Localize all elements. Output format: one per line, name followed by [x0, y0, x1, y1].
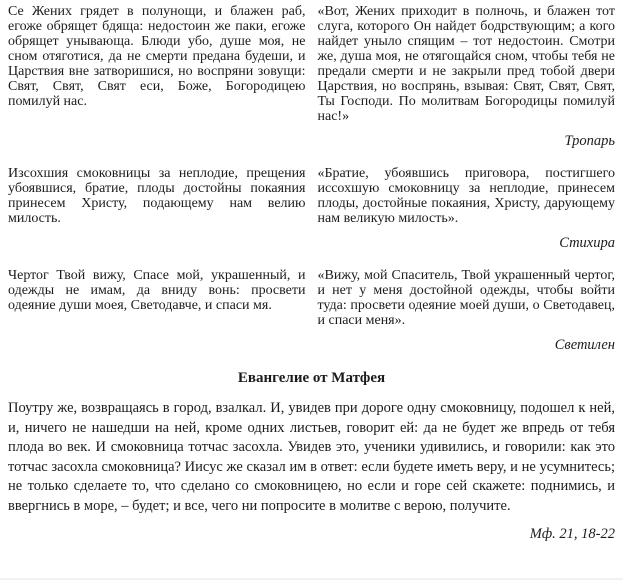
- label-svetilen: Светилен: [554, 337, 615, 353]
- label-sticheron: Стихира: [559, 235, 615, 251]
- gospel-heading: Евангелие от Матфея: [237, 370, 386, 386]
- sticheron-russian-translation: «Братие, убоявшись приговора, постигшего иссохшую смоковницу за неплодие, принесем плоды, достойные покаяния, Христу, дарующему нам великую милость».: [317, 166, 615, 226]
- section-sticheron: [8, 166, 615, 226]
- svetilen-russian-translation: «Вижу, мой Спаситель, Твой украшенный чертог, и нет у меня достойной одежды, чтобы войти туда: просвети одеяние моей души, о Светодавец, и спаси меня».: [317, 268, 615, 328]
- section-svetilen: [8, 268, 615, 328]
- bottom-divider: [0, 578, 623, 580]
- troparion-church-slavonic-text: Се Жених грядет в полунощи, и блажен раб, егоже обрящет бдяща: недостоин же паки, егоже обрящет унывающа. Блюди убо, душе моя, не сном отяготися, да не смерти предана будеши, и Царствия вне затворишися, но воспряни зовущи: Свят, Свят, Свят еси, Боже, Богородицею помилуй нас.: [8, 4, 306, 109]
- gospel-reference: Мф. 21, 18-22: [529, 526, 615, 542]
- sticheron-church-slavonic-text: Изсохшия смоковницы за неплодие, прещения убоявшися, братие, плоды достойны покаяния принесем Христу, подающему нам велию милость.: [8, 166, 306, 226]
- svetilen-church-slavonic-text: Чертог Твой вижу, Спасе мой, украшенный, и одежды не имам, да вниду вонь: просвети одеяние души моея, Светодавче, и спаси мя.: [8, 268, 306, 313]
- troparion-russian-translation: «Вот, Жених приходит в полночь, и блажен тот слуга, которого Он найдет бодрствующим; а кого найдет уныло спящим – тот недостоин. Смотри же, душа моя, не отягощайся сном, чтобы тебя не предали смерти и не закрыли пред тобой двери Царствия, но воспрянь, взывая: Свят, Свят, Свят, Ты Господи. По молитвам Богородицы помилуй нас!»: [317, 4, 615, 124]
- label-troparion: Тропарь: [564, 133, 615, 149]
- gospel-text: Поутру же, возвращаясь в город, взалкал. И, увидев при дороге одну смоковницу, подошел к ней, и, ничего не нашедши на ней, кроме одних листьев, говорит ей: да не будет же впредь от тебя плода во век. И смоковница тотчас засохла. Увидев это, ученики удивились, и говорили: как это тотчас засохла смоковница? Иисус же сказал им в ответ: если будете иметь веру, и не усумнитесь; не только сделаете то, что сделано со смоковницею, но если и горе сей скажете: поднимись, и ввергнись в море, – будет; и все, чего ни попросите в молитве с верою, получите.: [8, 400, 615, 514]
- section-troparion: [8, 4, 615, 124]
